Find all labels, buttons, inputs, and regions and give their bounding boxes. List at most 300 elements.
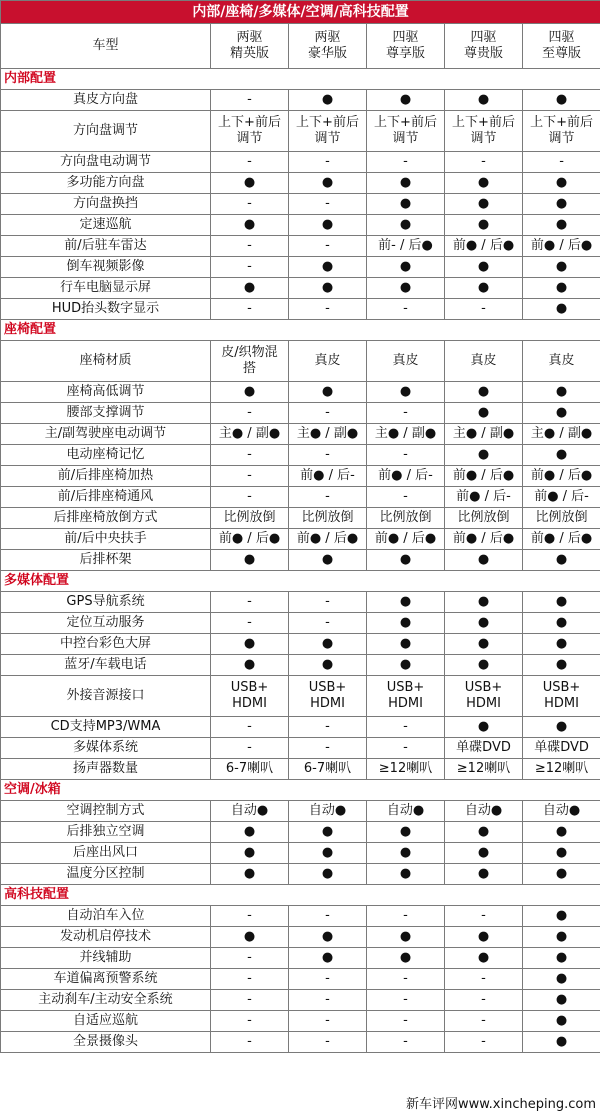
cell-line: 主● / 副● [374, 426, 437, 441]
spec-value [289, 90, 367, 111]
spec-label: 温度分区控制 [1, 864, 211, 885]
spec-value [367, 864, 445, 885]
cell-line: ● [399, 866, 412, 881]
spec-label: 前/后中央扶手 [1, 529, 211, 550]
cell-line: 主● / 副● [218, 426, 281, 441]
spec-value [523, 215, 600, 236]
spec-value [445, 487, 523, 508]
spec-row [1, 613, 600, 634]
spec-row [1, 864, 600, 885]
spec-value [445, 424, 523, 445]
cell-line: 两驱 [236, 30, 263, 45]
spec-row [1, 382, 600, 403]
spec-label: 空调控制方式 [1, 801, 211, 822]
cell-line: 上下+前后 [218, 115, 281, 130]
spec-value [211, 843, 289, 864]
cell-line: ● [555, 175, 568, 190]
spec-value [367, 676, 445, 717]
spec-value [523, 717, 600, 738]
spec-value [289, 508, 367, 529]
spec-value [367, 1032, 445, 1053]
page-title: 内部/座椅/多媒体/空调/高科技配置 [1, 1, 600, 24]
cell-line: ● [399, 845, 412, 860]
trim-header [289, 24, 367, 69]
cell-line: 自动● [464, 803, 503, 818]
spec-value [289, 634, 367, 655]
spec-value [367, 843, 445, 864]
cell-line: ● [399, 280, 412, 295]
cell-line: - [247, 92, 252, 107]
cell-line: ● [555, 196, 568, 211]
spec-value [289, 906, 367, 927]
cell-line: 真皮 [392, 353, 419, 368]
spec-value [445, 801, 523, 822]
cell-line: ● [555, 259, 568, 274]
spec-value [367, 822, 445, 843]
trim-header [367, 24, 445, 69]
cell-line: ● [399, 950, 412, 965]
spec-value [445, 90, 523, 111]
cell-line: 自动● [308, 803, 347, 818]
spec-value [523, 236, 600, 257]
cell-line: 两驱 [314, 30, 341, 45]
spec-value [367, 487, 445, 508]
spec-value [289, 759, 367, 780]
spec-value [289, 969, 367, 990]
spec-value [289, 1032, 367, 1053]
cell-line: 自动● [230, 803, 269, 818]
cell-line: - [325, 196, 330, 211]
spec-value [211, 927, 289, 948]
spec-row [1, 487, 600, 508]
cell-line: ● [321, 950, 334, 965]
spec-value [445, 278, 523, 299]
spec-value [523, 948, 600, 969]
spec-label: 主/副驾驶座电动调节 [1, 424, 211, 445]
spec-row [1, 152, 600, 173]
cell-line: ● [555, 301, 568, 316]
spec-value [523, 403, 600, 424]
spec-value [445, 550, 523, 571]
cell-line: 前● / 后● [452, 238, 515, 253]
spec-value [445, 613, 523, 634]
cell-line: ● [321, 217, 334, 232]
cell-line: 前● / 后● [296, 531, 359, 546]
cell-line: - [325, 740, 330, 755]
cell-line: 比例放倒 [379, 510, 432, 525]
spec-value [367, 738, 445, 759]
cell-line: - [325, 908, 330, 923]
spec-value [445, 466, 523, 487]
cell-line: 至尊版 [542, 46, 582, 61]
spec-value [523, 592, 600, 613]
cell-line: HDMI [466, 696, 501, 711]
cell-line: ● [555, 824, 568, 839]
spec-value [523, 864, 600, 885]
spec-value [211, 466, 289, 487]
spec-row [1, 341, 600, 382]
cell-line: ● [555, 405, 568, 420]
spec-label: 方向盘调节 [1, 111, 211, 152]
spec-value [211, 655, 289, 676]
spec-value [445, 529, 523, 550]
cell-line: 比例放倒 [457, 510, 510, 525]
cell-line: ● [477, 657, 490, 672]
spec-row [1, 592, 600, 613]
cell-line: ● [555, 1034, 568, 1049]
spec-value [211, 1011, 289, 1032]
spec-value [367, 592, 445, 613]
cell-line: - [325, 447, 330, 462]
spec-value [289, 173, 367, 194]
spec-value [289, 424, 367, 445]
spec-value [211, 864, 289, 885]
spec-row [1, 236, 600, 257]
cell-line: ● [399, 196, 412, 211]
spec-value [367, 466, 445, 487]
spec-value [367, 1011, 445, 1032]
cell-line: 主● / 副● [452, 426, 515, 441]
cell-line: - [247, 468, 252, 483]
cell-line: ● [477, 447, 490, 462]
spec-value [289, 278, 367, 299]
cell-line: - [481, 992, 486, 1007]
spec-row [1, 508, 600, 529]
spec-value [289, 1011, 367, 1032]
spec-value [211, 236, 289, 257]
spec-value [523, 655, 600, 676]
spec-value [211, 90, 289, 111]
spec-value [367, 194, 445, 215]
cell-line: ● [321, 259, 334, 274]
spec-value [523, 341, 600, 382]
cell-line: ● [477, 615, 490, 630]
spec-value [523, 152, 600, 173]
spec-row [1, 655, 600, 676]
cell-line: ● [243, 552, 256, 567]
spec-value [367, 655, 445, 676]
spec-row [1, 278, 600, 299]
cell-line: ● [243, 657, 256, 672]
cell-line: - [481, 1034, 486, 1049]
spec-value [445, 738, 523, 759]
spec-value [523, 613, 600, 634]
spec-label: 定速巡航 [1, 215, 211, 236]
spec-value [445, 382, 523, 403]
cell-line: ● [321, 175, 334, 190]
spec-value [211, 801, 289, 822]
cell-line: ● [321, 92, 334, 107]
cell-line: ● [477, 636, 490, 651]
header-label: 车型 [1, 24, 211, 69]
spec-value [445, 152, 523, 173]
section-title: 内部配置 [1, 69, 600, 90]
cell-line: USB+ [386, 680, 425, 695]
spec-value [445, 843, 523, 864]
cell-line: 四驱 [392, 30, 419, 45]
spec-value [445, 759, 523, 780]
spec-value [367, 403, 445, 424]
cell-line: 前● / 后- [378, 468, 433, 483]
spec-row [1, 173, 600, 194]
cell-line: ● [321, 845, 334, 860]
spec-row [1, 906, 600, 927]
spec-value [211, 111, 289, 152]
trim-header [445, 24, 523, 69]
spec-value [289, 927, 367, 948]
cell-line: - [247, 719, 252, 734]
cell-line: - [481, 154, 486, 169]
cell-line: ● [243, 866, 256, 881]
spec-value [211, 759, 289, 780]
cell-line: 调节 [548, 131, 575, 146]
cell-line: - [481, 908, 486, 923]
cell-line: ● [555, 866, 568, 881]
spec-value [289, 655, 367, 676]
spec-value [445, 906, 523, 927]
spec-value [445, 655, 523, 676]
spec-label: 主动刹车/主动安全系统 [1, 990, 211, 1011]
cell-line: - [403, 447, 408, 462]
spec-value [523, 194, 600, 215]
cell-line: 前● / 后- [300, 468, 355, 483]
spec-label: 方向盘电动调节 [1, 152, 211, 173]
cell-line: USB+ [308, 680, 347, 695]
cell-line: ● [399, 929, 412, 944]
spec-value [289, 257, 367, 278]
cell-line: - [247, 196, 252, 211]
cell-line: ● [555, 280, 568, 295]
cell-line: 上下+前后 [374, 115, 437, 130]
cell-line: ● [477, 719, 490, 734]
cell-line: - [403, 971, 408, 986]
spec-value [211, 341, 289, 382]
cell-line: - [481, 1013, 486, 1028]
cell-line: 真皮 [314, 353, 341, 368]
spec-value [211, 403, 289, 424]
cell-line: - [247, 405, 252, 420]
spec-value [523, 822, 600, 843]
spec-value [523, 173, 600, 194]
cell-line: - [247, 1013, 252, 1028]
spec-value [523, 487, 600, 508]
spec-value [445, 822, 523, 843]
cell-line: 单碟DVD [534, 740, 589, 755]
spec-value [289, 550, 367, 571]
spec-value [211, 634, 289, 655]
cell-line: ● [321, 824, 334, 839]
spec-value [445, 676, 523, 717]
spec-value [211, 948, 289, 969]
spec-value [367, 906, 445, 927]
spec-value [523, 676, 600, 717]
spec-value [367, 717, 445, 738]
spec-value [523, 1011, 600, 1032]
cell-line: ● [477, 552, 490, 567]
spec-label: 座椅高低调节 [1, 382, 211, 403]
spec-value [289, 236, 367, 257]
cell-line: 比例放倒 [223, 510, 276, 525]
cell-line: 前● / 后● [530, 468, 593, 483]
cell-line: ● [555, 92, 568, 107]
cell-line: - [325, 594, 330, 609]
cell-line: ● [243, 384, 256, 399]
spec-row [1, 90, 600, 111]
spec-value [445, 341, 523, 382]
spec-value [523, 927, 600, 948]
spec-value [367, 613, 445, 634]
cell-line: - [403, 489, 408, 504]
cell-line: ≥12喇叭 [534, 761, 589, 776]
spec-label: 后座出风口 [1, 843, 211, 864]
cell-line: - [559, 154, 564, 169]
spec-value [523, 634, 600, 655]
spec-value [211, 278, 289, 299]
cell-line: 调节 [392, 131, 419, 146]
spec-value [523, 738, 600, 759]
cell-line: 前● / 后- [456, 489, 511, 504]
spec-value [445, 717, 523, 738]
cell-line: ● [555, 384, 568, 399]
cell-line: - [247, 238, 252, 253]
spec-value [367, 152, 445, 173]
spec-value [211, 424, 289, 445]
spec-row [1, 759, 600, 780]
cell-line: - [481, 301, 486, 316]
spec-value [523, 550, 600, 571]
spec-value [445, 445, 523, 466]
cell-line: ≥12喇叭 [456, 761, 511, 776]
cell-line: ● [321, 929, 334, 944]
cell-line: 四驱 [548, 30, 575, 45]
cell-line: USB+ [542, 680, 581, 695]
cell-line: 调节 [470, 131, 497, 146]
cell-line: ● [243, 175, 256, 190]
spec-value [211, 990, 289, 1011]
cell-line: 6-7喇叭 [225, 761, 274, 776]
cell-line: 单碟DVD [456, 740, 511, 755]
spec-row [1, 529, 600, 550]
cell-line: HDMI [310, 696, 345, 711]
spec-row [1, 257, 600, 278]
spec-label: 外接音源接口 [1, 676, 211, 717]
spec-value [445, 236, 523, 257]
cell-line: ● [555, 594, 568, 609]
section-title: 座椅配置 [1, 320, 600, 341]
spec-value [367, 424, 445, 445]
cell-line: ● [243, 636, 256, 651]
spec-value [211, 257, 289, 278]
cell-line: ● [477, 92, 490, 107]
cell-line: 尊享版 [385, 46, 425, 61]
cell-line: ● [399, 175, 412, 190]
spec-value [289, 990, 367, 1011]
spec-value [367, 215, 445, 236]
section-row [1, 571, 600, 592]
cell-line: 自动● [542, 803, 581, 818]
spec-value [367, 969, 445, 990]
spec-label: 多媒体系统 [1, 738, 211, 759]
cell-line: ● [399, 552, 412, 567]
cell-line: - [247, 489, 252, 504]
spec-value [211, 215, 289, 236]
cell-line: - [403, 908, 408, 923]
spec-value [211, 822, 289, 843]
cell-line: ● [555, 950, 568, 965]
cell-line: 精英版 [229, 46, 269, 61]
cell-line: ● [477, 866, 490, 881]
spec-value [289, 341, 367, 382]
spec-value [367, 948, 445, 969]
spec-value [523, 445, 600, 466]
cell-line: ● [399, 92, 412, 107]
cell-line: ● [477, 950, 490, 965]
cell-line: ● [399, 594, 412, 609]
spec-label: CD支持MP3/WMA [1, 717, 211, 738]
spec-label: 前/后驻车雷达 [1, 236, 211, 257]
cell-line: ● [555, 845, 568, 860]
cell-line: ● [399, 657, 412, 672]
cell-line: ● [477, 175, 490, 190]
spec-row [1, 843, 600, 864]
cell-line: - [247, 740, 252, 755]
cell-line: USB+ [230, 680, 269, 695]
spec-value [367, 445, 445, 466]
spec-label: 电动座椅记忆 [1, 445, 211, 466]
cell-line: - [325, 238, 330, 253]
cell-line: - [247, 950, 252, 965]
cell-line: ● [555, 1013, 568, 1028]
spec-value [523, 906, 600, 927]
cell-line: 前● / 后● [452, 531, 515, 546]
spec-value [523, 801, 600, 822]
cell-line: - [403, 154, 408, 169]
cell-line: ● [477, 259, 490, 274]
cell-line: ● [477, 196, 490, 211]
spec-value [211, 613, 289, 634]
spec-value [289, 529, 367, 550]
spec-row [1, 822, 600, 843]
cell-line: 6-7喇叭 [303, 761, 352, 776]
cell-line: ● [555, 615, 568, 630]
cell-line: ● [555, 719, 568, 734]
spec-label: 后排杯架 [1, 550, 211, 571]
spec-label: 后排独立空调 [1, 822, 211, 843]
cell-line: - [403, 1034, 408, 1049]
spec-row [1, 424, 600, 445]
cell-line: - [247, 908, 252, 923]
cell-line: - [403, 301, 408, 316]
spec-row [1, 445, 600, 466]
cell-line: ● [477, 824, 490, 839]
spec-value [289, 676, 367, 717]
trim-header [523, 24, 600, 69]
spec-value [211, 445, 289, 466]
spec-value [367, 382, 445, 403]
spec-value [367, 801, 445, 822]
spec-value [211, 152, 289, 173]
cell-line: 调节 [236, 131, 263, 146]
spec-value [445, 403, 523, 424]
cell-line: 搭 [242, 361, 256, 376]
spec-label: 定位互动服务 [1, 613, 211, 634]
spec-label: 后排座椅放倒方式 [1, 508, 211, 529]
cell-line: ● [477, 594, 490, 609]
spec-value [445, 508, 523, 529]
cell-line: - [325, 719, 330, 734]
spec-value [523, 424, 600, 445]
spec-value [523, 466, 600, 487]
